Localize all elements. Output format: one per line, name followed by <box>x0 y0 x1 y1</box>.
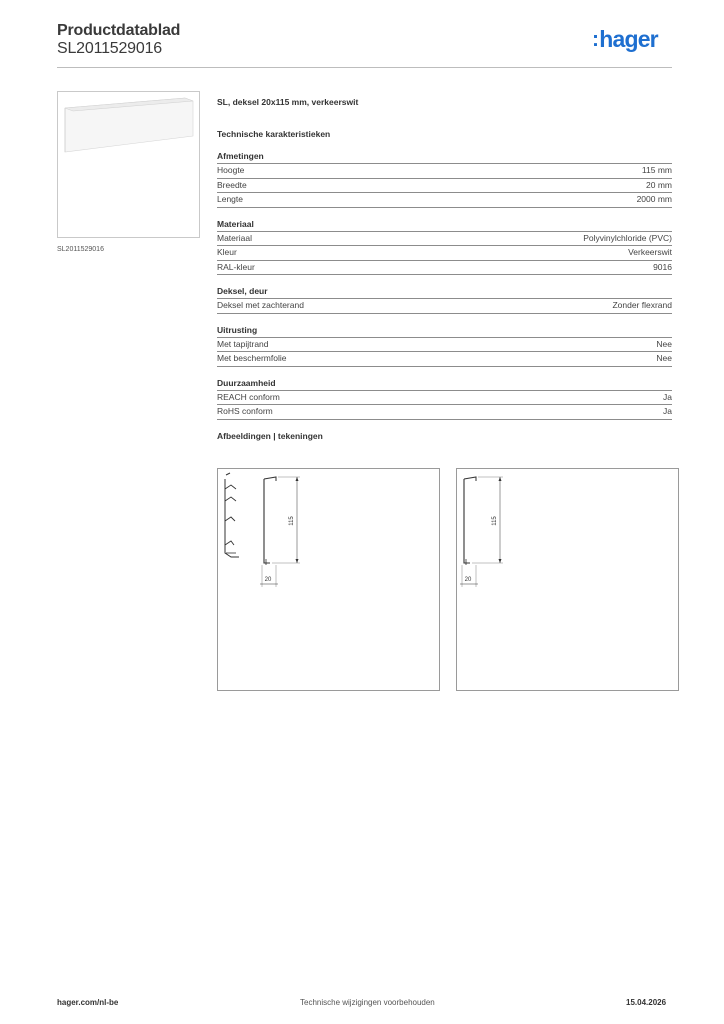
section-uitrusting <box>217 325 672 367</box>
spec-value: Nee <box>656 338 672 349</box>
spec-row <box>217 352 672 367</box>
section-title: Uitrusting <box>217 325 672 338</box>
spec-value: Verkeerswit <box>628 247 672 257</box>
spec-label: Deksel met zachterand <box>217 300 304 310</box>
drawing-svg <box>457 469 678 690</box>
spec-label: Met beschermfolie <box>217 353 287 363</box>
section-title: Deksel, deur <box>217 286 672 299</box>
width-dimension-label: 20 <box>264 577 272 583</box>
spec-row <box>217 232 672 247</box>
page-title: Productdatablad <box>57 22 181 39</box>
cover-profile-icon <box>58 92 199 237</box>
section-materiaal <box>217 219 672 276</box>
spec-row <box>217 179 672 194</box>
spec-row <box>217 261 672 276</box>
spec-row <box>217 164 672 179</box>
section-title: Materiaal <box>217 219 672 232</box>
product-name: SL, deksel 20x115 mm, verkeerswit <box>217 97 359 107</box>
header-divider <box>57 67 672 68</box>
section-duurzaamheid <box>217 378 672 420</box>
spec-value: 20 mm <box>646 179 672 190</box>
spec-label: Breedte <box>217 179 247 190</box>
width-dimension-label: 20 <box>464 577 472 583</box>
article-number: SL2011529016 <box>57 40 162 57</box>
height-dimension-label: 115 <box>289 516 295 526</box>
image-caption: SL2011529016 <box>57 246 104 253</box>
spec-label: Hoogte <box>217 165 245 175</box>
spec-label: Kleur <box>217 247 237 257</box>
footer-website-link[interactable]: hager.com/nl-be <box>57 998 119 1007</box>
spec-row <box>217 246 672 261</box>
footer-date: 15.04.2026 <box>626 998 667 1007</box>
spec-value: Ja <box>663 391 672 402</box>
spec-row <box>217 405 672 420</box>
section-title: Duurzaamheid <box>217 378 672 391</box>
height-dimension-label: 115 <box>492 516 498 526</box>
spec-label: Met tapijtrand <box>217 338 269 349</box>
spec-label: Materiaal <box>217 232 252 243</box>
logo-colon-icon: : <box>592 28 599 51</box>
section-afmetingen <box>217 151 672 208</box>
spec-label: REACH conform <box>217 391 280 402</box>
tech-heading: Technische karakteristieken <box>217 129 331 139</box>
drawing-svg <box>218 469 439 690</box>
spec-value: Ja <box>663 406 672 416</box>
spec-value: 9016 <box>653 261 672 272</box>
spec-label: RoHS conform <box>217 406 273 416</box>
spec-value: 115 mm <box>641 165 672 175</box>
spec-row <box>217 391 672 406</box>
spec-row <box>217 193 672 208</box>
logo-text: hager <box>599 26 658 52</box>
technical-drawing-2 <box>456 468 679 691</box>
drawings-heading: Afbeeldingen | tekeningen <box>217 430 323 441</box>
spec-value: Zonder flexrand <box>612 300 672 310</box>
technical-drawing-1 <box>217 468 440 691</box>
spec-value: 2000 mm <box>636 194 672 204</box>
product-image <box>57 91 200 238</box>
spec-value: Polyvinylchloride (PVC) <box>583 232 672 243</box>
footer-disclaimer: Technische wijzigingen voorbehouden <box>300 998 435 1007</box>
spec-label: RAL-kleur <box>217 261 255 272</box>
section-title: Afmetingen <box>217 151 672 164</box>
section-deksel <box>217 286 672 314</box>
hager-logo[interactable] <box>592 28 658 51</box>
spec-row <box>217 338 672 353</box>
spec-value: Nee <box>656 353 672 363</box>
specifications <box>217 97 672 441</box>
spec-label: Lengte <box>217 194 243 204</box>
spec-row <box>217 299 672 314</box>
